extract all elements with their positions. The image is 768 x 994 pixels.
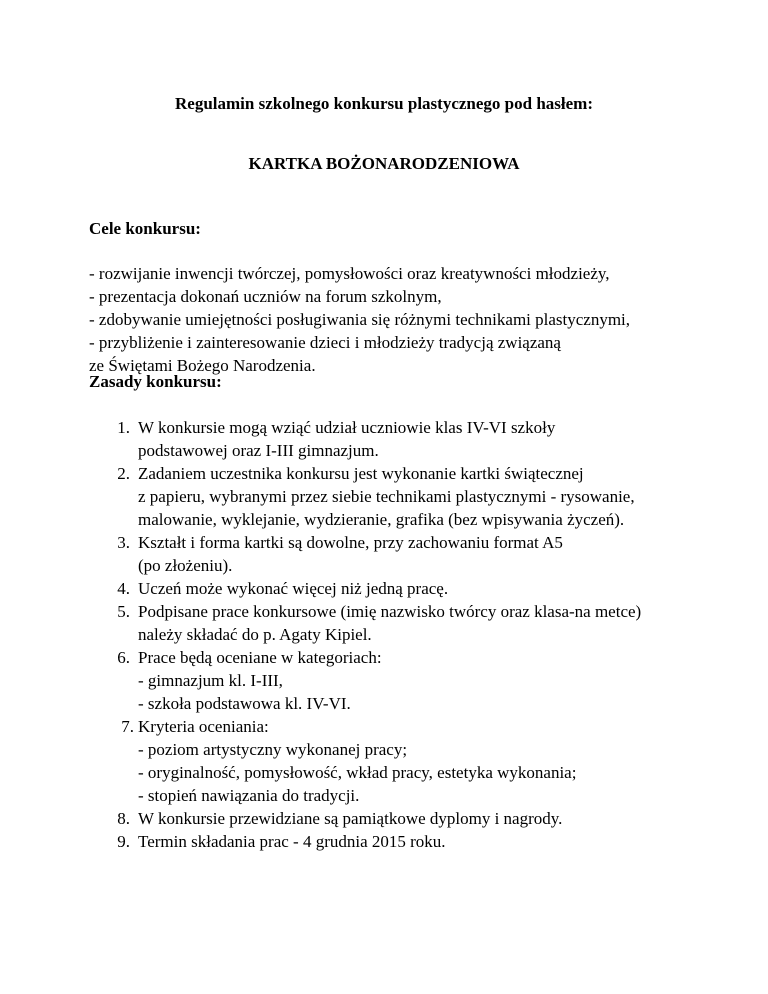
goals-line: ze Świętami Bożego Narodzenia. [89, 356, 316, 375]
rule-line: Prace będą oceniane w kategoriach: [138, 648, 382, 667]
rule-number: 4. [117, 579, 130, 598]
rule-line: Kształt i forma kartki są dowolne, przy zachowaniu format A5 [138, 533, 563, 552]
rule-line: Zadaniem uczestnika konkursu jest wykonanie kartki świątecznej [138, 464, 584, 483]
goals-list [89, 262, 729, 377]
goals-line: - prezentacja dokonań uczniów na forum szkolnym, [89, 287, 442, 306]
rule-item [100, 715, 720, 807]
rule-line: - stopień nawiązania do tradycji. [138, 786, 360, 805]
document-title: Regulamin szkolnego konkursu plastycznego pod hasłem: [175, 94, 593, 113]
rule-item [100, 830, 720, 853]
rule-line: z papieru, wybranymi przez siebie technikami plastycznymi - rysowanie, [138, 487, 635, 506]
rule-line: Uczeń może wykonać więcej niż jedną pracę. [138, 579, 449, 598]
rule-number: 3. [117, 533, 130, 552]
goals-line: - rozwijanie inwencji twórczej, pomysłowości oraz kreatywności młodzieży, [89, 264, 610, 283]
rule-line: malowanie, wyklejanie, wydzieranie, grafika (bez wpisywania życzeń). [138, 510, 625, 529]
rule-line: - poziom artystyczny wykonanej pracy; [138, 740, 408, 759]
rule-line: W konkursie mogą wziąć udział uczniowie klas IV-VI szkoły [138, 418, 556, 437]
rule-line: W konkursie przewidziane są pamiątkowe dyplomy i nagrody. [138, 809, 563, 828]
rule-line: Kryteria oceniania: [138, 717, 269, 736]
rule-number: 9. [117, 832, 130, 851]
goals-heading: Cele konkursu: [89, 219, 201, 238]
rule-line: Termin składania prac - 4 grudnia 2015 roku. [138, 832, 446, 851]
goals-line: - przybliżenie i zainteresowanie dzieci i młodzieży tradycją związaną [89, 333, 561, 352]
rule-line: - gimnazjum kl. I-III, [138, 671, 283, 690]
rule-item [100, 600, 720, 646]
rule-item [100, 462, 720, 531]
rule-item [100, 416, 720, 462]
rule-item [100, 646, 720, 715]
rule-item [100, 577, 720, 600]
rule-number: 1. [117, 418, 130, 437]
document-subtitle: KARTKA BOŻONARODZENIOWA [248, 154, 520, 173]
rule-number: 8. [117, 809, 130, 828]
rule-number: 7. [121, 717, 134, 736]
rule-line: - szkoła podstawowa kl. IV-VI. [138, 694, 351, 713]
rules-heading: Zasady konkursu: [89, 372, 222, 391]
rule-item [100, 531, 720, 577]
rule-number: 2. [117, 464, 130, 483]
rule-line: - oryginalność, pomysłowość, wkład pracy, estetyka wykonania; [138, 763, 577, 782]
rule-number: 5. [117, 602, 130, 621]
rule-number: 6. [117, 648, 130, 667]
goals-line: - zdobywanie umiejętności posługiwania się różnymi technikami plastycznymi, [89, 310, 631, 329]
rule-line: podstawowej oraz I-III gimnazjum. [138, 441, 379, 460]
rule-item [100, 807, 720, 830]
rule-line: (po złożeniu). [138, 556, 233, 575]
rules-list [100, 416, 720, 853]
rule-line: należy składać do p. Agaty Kipiel. [138, 625, 372, 644]
rule-line: Podpisane prace konkursowe (imię nazwisko twórcy oraz klasa-na metce) [138, 602, 642, 621]
